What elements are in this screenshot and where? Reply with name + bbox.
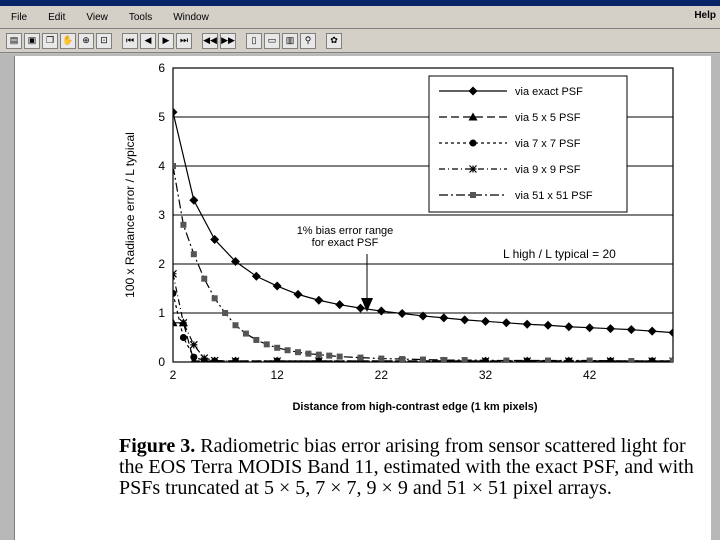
data-point xyxy=(523,320,532,329)
data-point xyxy=(439,313,448,322)
data-point xyxy=(585,323,594,332)
last-page-icon[interactable]: ⏭ xyxy=(176,33,192,49)
x-tick-label: 12 xyxy=(270,368,284,382)
data-point xyxy=(169,108,178,117)
x-tick-label: 2 xyxy=(169,368,177,382)
legend xyxy=(429,76,627,212)
chart xyxy=(15,56,711,436)
y-tick-label: 4 xyxy=(158,159,165,173)
data-point xyxy=(222,310,228,316)
data-point xyxy=(399,356,405,362)
go-back-icon[interactable]: ◀◀ xyxy=(202,33,218,49)
data-point xyxy=(378,356,384,362)
y-tick-label: 2 xyxy=(158,257,165,271)
legend-label: via 5 x 5 PSF xyxy=(515,112,581,124)
data-point xyxy=(189,196,198,205)
annotation-text: for exact PSF xyxy=(311,237,379,249)
y-axis-ticks xyxy=(158,61,165,369)
data-point xyxy=(170,270,177,277)
data-point xyxy=(232,358,239,365)
data-point xyxy=(502,318,511,327)
data-point xyxy=(628,358,634,364)
y-tick-label: 0 xyxy=(158,355,165,369)
fit-icon[interactable]: ⊡ xyxy=(96,33,112,49)
data-point xyxy=(305,351,311,357)
menu-help[interactable]: Help xyxy=(694,10,716,21)
x-tick-label: 22 xyxy=(374,368,389,382)
menu-file[interactable]: File xyxy=(11,11,28,23)
data-point xyxy=(420,357,426,363)
data-point xyxy=(294,290,303,299)
annotation-group xyxy=(297,225,616,312)
series-3 xyxy=(170,290,677,365)
data-point xyxy=(648,327,657,336)
data-point xyxy=(356,304,365,313)
y-tick-label: 1 xyxy=(158,306,165,320)
data-point xyxy=(233,322,239,328)
data-point xyxy=(285,347,291,353)
data-point xyxy=(190,354,197,361)
y-tick-label: 5 xyxy=(158,110,165,124)
fit-page-icon[interactable]: ▭ xyxy=(264,33,280,49)
data-point xyxy=(470,140,477,147)
prev-page-icon[interactable]: ◀ xyxy=(140,33,156,49)
x-tick-label: 42 xyxy=(582,368,597,382)
document-workspace[interactable] xyxy=(0,54,720,540)
y-tick-label: 6 xyxy=(158,61,165,75)
copy-icon[interactable]: ❐ xyxy=(42,33,58,49)
data-point xyxy=(170,290,177,297)
legend-label: via 51 x 51 PSF xyxy=(515,190,593,202)
toolbar xyxy=(0,29,720,53)
data-point xyxy=(337,354,343,360)
data-point xyxy=(253,337,259,343)
figure-caption xyxy=(119,436,699,499)
data-point xyxy=(252,272,261,281)
menu-tools[interactable]: Tools xyxy=(128,11,153,23)
data-point xyxy=(460,315,469,324)
data-point xyxy=(191,251,197,257)
data-point xyxy=(314,296,323,305)
legend-label: via exact PSF xyxy=(515,86,583,98)
data-point xyxy=(670,358,676,364)
data-point xyxy=(669,328,678,337)
data-point xyxy=(295,349,301,355)
find-icon[interactable]: ⚲ xyxy=(300,33,316,49)
data-point xyxy=(627,325,636,334)
data-point xyxy=(243,331,249,337)
data-point xyxy=(545,358,551,364)
annotation-text: 1% bias error range xyxy=(296,225,394,237)
web-icon[interactable]: ✿ xyxy=(326,33,342,49)
menu-bar xyxy=(0,6,720,29)
legend-label: via 9 x 9 PSF xyxy=(515,164,581,176)
menu-edit[interactable]: Edit xyxy=(48,11,66,23)
data-point xyxy=(201,355,208,362)
data-point xyxy=(398,309,407,318)
data-point xyxy=(481,317,490,326)
data-point xyxy=(180,319,187,326)
data-point xyxy=(190,341,197,348)
data-point xyxy=(606,324,615,333)
data-point xyxy=(503,358,509,364)
legend-label: via 7 x 7 PSF xyxy=(515,138,581,150)
fit-width-icon[interactable]: ▥ xyxy=(282,33,298,49)
data-point xyxy=(264,341,270,347)
y-tick-label: 3 xyxy=(158,208,165,222)
data-point xyxy=(212,295,218,301)
x-axis-label: Distance from high-contrast edge (1 km pixels) xyxy=(292,401,538,413)
document-page xyxy=(14,56,711,540)
hand-icon[interactable]: ✋ xyxy=(60,33,76,49)
first-page-icon[interactable]: ⏮ xyxy=(122,33,138,49)
data-point xyxy=(335,300,344,309)
data-point xyxy=(377,307,386,316)
data-point xyxy=(544,321,553,330)
data-point xyxy=(180,334,187,341)
data-point xyxy=(470,192,476,198)
data-point xyxy=(170,163,176,169)
actual-size-icon[interactable]: ▯ xyxy=(246,33,262,49)
data-point xyxy=(273,282,282,291)
data-point xyxy=(201,276,207,282)
series-line xyxy=(173,293,673,361)
next-page-icon[interactable]: ▶ xyxy=(158,33,174,49)
zoom-icon[interactable]: ⊕ xyxy=(78,33,94,49)
print-icon[interactable]: ▤ xyxy=(6,33,22,49)
data-point xyxy=(316,352,322,358)
data-point xyxy=(211,357,218,364)
data-point xyxy=(180,222,186,228)
go-forward-icon[interactable]: ▶▶ xyxy=(220,33,236,49)
data-point xyxy=(564,322,573,331)
y-axis-label: 100 x Radiance error / L typical xyxy=(123,132,137,298)
caption-text: Radiometric bias error arising from sensor scattered light for the EOS Terra MODIS Band 11, estimated with the exact PSF, and with PSFs truncated at 5 × 5, 7 × 7, 9 × 9 and 51 × 51 pixel arrays. xyxy=(119,435,694,499)
caption-label: Figure 3. xyxy=(119,435,196,457)
data-point xyxy=(358,355,364,361)
data-point xyxy=(607,358,614,365)
data-point xyxy=(274,358,281,365)
data-point xyxy=(482,358,489,365)
data-point xyxy=(470,166,477,173)
menu-window[interactable]: Window xyxy=(173,11,209,23)
save-icon[interactable]: ▣ xyxy=(24,33,40,49)
data-point xyxy=(587,358,593,364)
ratio-label: L high / L typical = 20 xyxy=(503,247,616,261)
data-point xyxy=(315,358,322,365)
menu-view[interactable]: View xyxy=(86,11,108,23)
data-point xyxy=(326,353,332,359)
x-tick-label: 32 xyxy=(478,368,493,382)
data-point xyxy=(274,345,280,351)
